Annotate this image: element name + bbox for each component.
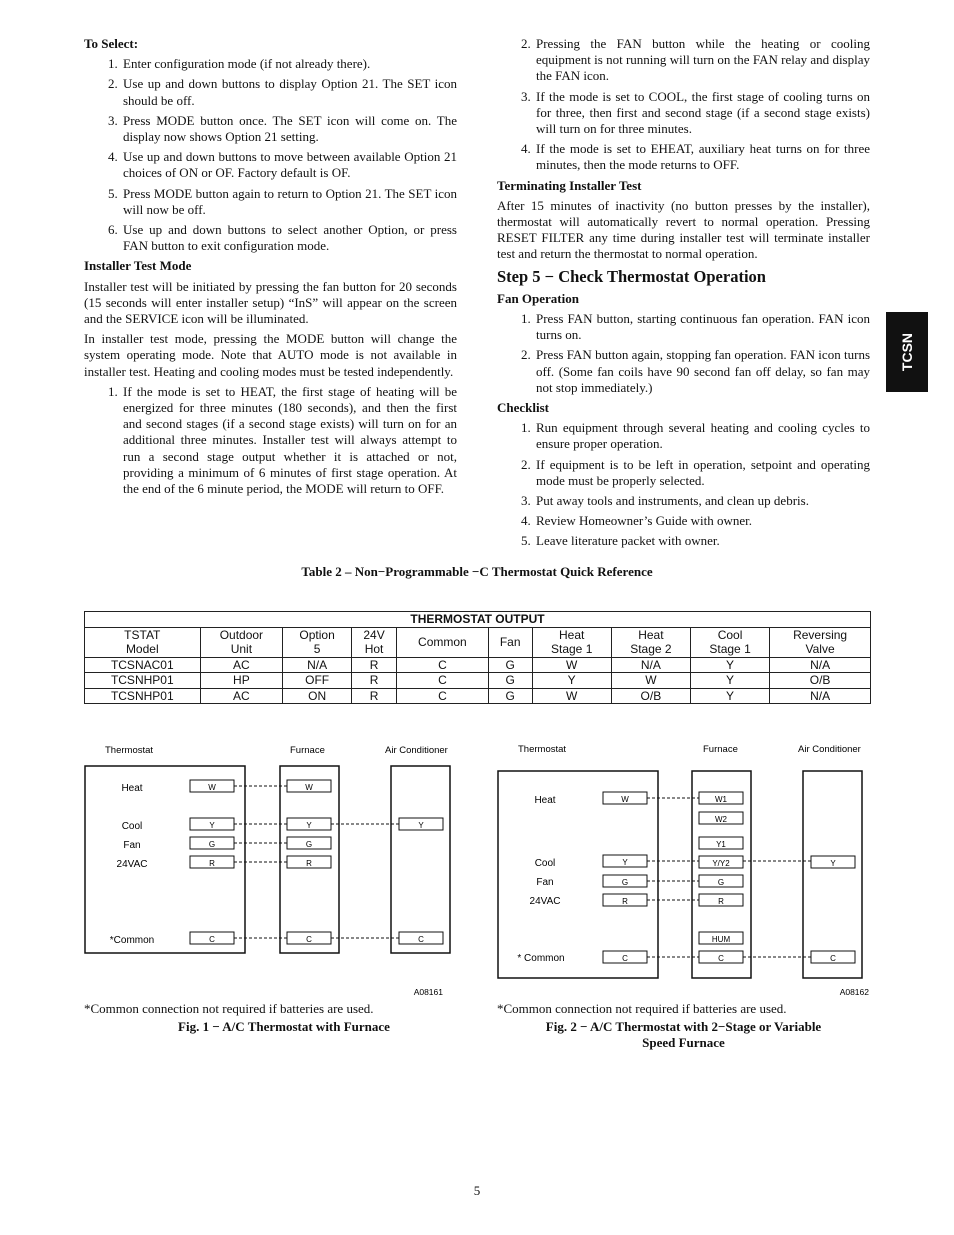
fig1-tstat-terminal-label: G — [208, 840, 216, 849]
side-tab-label: TCSN — [899, 332, 915, 372]
list-item: 3. If the mode is set to COOL, the first stage of cooling turns on for three, then first and second stage (if a second stage exists) will turn on for three minutes. — [521, 88, 870, 137]
fan-list — [497, 311, 870, 396]
list-item: 1. If the mode is set to HEAT, the first stage of heating will be energized for three minutes (180 seconds), and then the first and second stages (if a second stage exists) will turn on for an additional three minutes. Installer test will always attempt to run a second stage output whether it is attached or not, providing a minimum of 6 minutes of first stage operation. At the end of the 6 minute period, the MODE will return to OFF. — [108, 383, 457, 497]
fig2-label-heat: Heat — [534, 795, 556, 806]
list-item: 3. Put away tools and instruments, and clean up debris. — [521, 493, 809, 509]
list-item: 2. If equipment is to be left in operation, setpoint and operating mode must be properly selected. — [521, 456, 870, 488]
table-cell: G — [488, 657, 532, 673]
checklist-heading: Checklist — [497, 400, 549, 416]
table-cell: C — [397, 657, 489, 673]
installer-list — [84, 384, 457, 497]
table-cell: W — [611, 673, 690, 689]
table-column-header: Outdoor Unit — [200, 627, 283, 657]
fig2-caption-line2: Speed Furnace — [642, 1035, 725, 1050]
table-cell: O/B — [611, 688, 690, 704]
fig2-label-24vac: 24VAC — [529, 896, 561, 907]
fig2-tstat-terminal-label: G — [621, 878, 629, 887]
table-row — [85, 688, 871, 704]
table-cell: Y — [690, 673, 769, 689]
table-cell: O/B — [770, 673, 871, 689]
list-item: 4. If the mode is set to EHEAT, auxiliary heat turns on for three minutes, then the mode returns to OFF. — [521, 141, 870, 173]
fig2-wiring-diagram — [497, 738, 877, 1000]
table-cell: R — [352, 657, 397, 673]
fig1-tstat-terminal-label: R — [209, 859, 215, 868]
checklist-list — [497, 420, 870, 549]
step5-heading: Step 5 − Check Thermostat Operation — [497, 266, 766, 286]
table-column-header: Reversing Valve — [770, 627, 871, 657]
fig1-furnace-terminal-label: C — [306, 935, 312, 944]
fig1-furnace-terminal-label: R — [306, 859, 312, 868]
table-row — [85, 657, 871, 673]
list-item: 5. Press MODE button again to return to Option 21. The SET icon will now be off. — [108, 185, 457, 217]
fig2-furnace-terminal-label: R — [718, 897, 724, 906]
table-cell: Y — [690, 657, 769, 673]
side-tab — [886, 312, 928, 392]
to-select-heading: To Select: — [84, 36, 139, 51]
list-item: 6. Use up and down buttons to select another Option, or press FAN button to exit configuration mode. — [108, 222, 457, 254]
left-column — [84, 36, 457, 501]
table-header-row — [85, 627, 871, 657]
page-number: 5 — [473, 1183, 481, 1198]
list-item: 4. Review Homeowner’s Guide with owner. — [521, 513, 753, 529]
list-item: 1. Press FAN button, starting continuous fan operation. FAN icon turns on. — [521, 311, 870, 343]
list-item: 1. Run equipment through several heating and cooling cycles to ensure proper operation. — [521, 420, 870, 452]
fig1-label-common: *Common — [109, 935, 155, 946]
fig2-thermostat-label: Thermostat — [518, 744, 567, 755]
table-cell: C — [397, 688, 489, 704]
fig2-ac-terminal-label: C — [830, 954, 836, 963]
fig2-ac-label: Air Conditioner — [798, 744, 861, 755]
fig2-tstat-terminal-label: Y — [622, 858, 628, 867]
fig2-label-fan: Fan — [536, 877, 554, 888]
fig1-label-heat: Heat — [121, 783, 143, 794]
list-item: 4. Use up and down buttons to move between available Option 21 choices of ON or OF. Factory default is OF. — [108, 149, 457, 181]
table-cell: G — [488, 688, 532, 704]
fig1-label-fan: Fan — [123, 840, 141, 851]
table-column-header: Common — [397, 627, 489, 657]
table-column-header: Option 5 — [283, 627, 352, 657]
table-cell: W — [532, 657, 611, 673]
fig1-furnace-label: Furnace — [290, 745, 325, 756]
fig2-furnace-terminal-label: HUM — [711, 935, 731, 944]
table-cell: TCSNAC01 — [85, 657, 201, 673]
table-column-header: TSTAT Model — [85, 627, 201, 657]
fig2-furnace-terminal-label: G — [717, 878, 725, 887]
table-cell: W — [532, 688, 611, 704]
fig1-tstat-terminal-label: C — [209, 935, 215, 944]
installer-list-continued — [497, 36, 870, 174]
table-cell: N/A — [770, 688, 871, 704]
fig1-furnace-terminal-label: G — [305, 840, 313, 849]
fig2-furnace-terminal-label: C — [718, 954, 724, 963]
fig2-furnace-terminal-label: Y1 — [716, 840, 726, 849]
fig1-tstat-terminal-label: Y — [209, 821, 215, 830]
table-cell: AC — [200, 657, 283, 673]
fig2-caption-line1: Fig. 2 − A/C Thermostat with 2−Stage or Variable — [545, 1019, 822, 1034]
table-row — [85, 673, 871, 689]
table-column-header: Heat Stage 1 — [532, 627, 611, 657]
terminating-heading: Terminating Installer Test — [497, 177, 642, 193]
fig1-caption: Fig. 1 − A/C Thermostat with Furnace — [178, 1019, 390, 1034]
list-item: 3. Press MODE button once. The SET icon will come on. The display now shows Option 21 setting. — [108, 112, 457, 145]
table-cell: AC — [200, 688, 283, 704]
fig1-label-cool: Cool — [121, 821, 143, 832]
fig2-furnace-terminal-label: W1 — [715, 795, 727, 804]
fig1-label-24vac: 24VAC — [116, 859, 148, 870]
fig2-caption — [497, 1019, 870, 1051]
table-cell: Y — [532, 673, 611, 689]
fig2-tstat-terminal-label: C — [622, 954, 628, 963]
table-cell: G — [488, 673, 532, 689]
table-cell: TCSNHP01 — [85, 673, 201, 689]
table-column-header: 24V Hot — [352, 627, 397, 657]
fig2-ac-terminal-label: Y — [830, 859, 836, 868]
fig1-furnace-terminal-label: Y — [306, 821, 312, 830]
table-cell: N/A — [611, 657, 690, 673]
table-cell: OFF — [283, 673, 352, 689]
fig2-furnace-terminal-label: W2 — [715, 815, 727, 824]
table-group-header: THERMOSTAT OUTPUT — [85, 612, 871, 628]
fig2-tstat-terminal-label: R — [622, 897, 628, 906]
table-cell: R — [352, 673, 397, 689]
list-item: 1. Enter configuration mode (if not already there). — [108, 56, 371, 72]
fig1-code: A08161 — [413, 987, 443, 997]
fig1-ac-terminal-label: C — [418, 935, 424, 944]
fig1-ac-label: Air Conditioner — [385, 745, 448, 756]
table-cell: N/A — [283, 657, 352, 673]
fig1-furnace-terminal-label: W — [305, 783, 313, 792]
table-cell: ON — [283, 688, 352, 704]
list-item: 2. Pressing the FAN button while the heating or cooling equipment is not running will turn on the FAN relay and display the FAN icon. — [521, 36, 870, 84]
table-column-header: Heat Stage 2 — [611, 627, 690, 657]
fig2-furnace-label: Furnace — [703, 744, 738, 755]
fig2-label-common: * Common — [517, 953, 565, 964]
fig2-code: A08162 — [839, 987, 869, 997]
table-cell: Y — [690, 688, 769, 704]
fig2-ac-box — [803, 771, 862, 978]
to-select-list — [84, 56, 457, 254]
list-item: 2. Press FAN button again, stopping fan operation. FAN icon turns off. (Some fan coils have 90 second fan off delay, so fan may not stop immediately.) — [521, 347, 870, 395]
fig1-wiring-diagram — [84, 738, 464, 1000]
fig2-tstat-terminal-label: W — [621, 795, 629, 804]
table-column-header: Fan — [488, 627, 532, 657]
right-column — [497, 36, 870, 554]
fig2-note: *Common connection not required if batteries are used. — [497, 1001, 787, 1016]
table-cell: HP — [200, 673, 283, 689]
installer-paragraph-1: Installer test will be initiated by pressing the fan button for 20 seconds (15 seconds will enter installer setup) “InS” will appear on the screen and the SERVICE icon will be illuminated. — [84, 278, 457, 327]
terminating-paragraph: After 15 minutes of inactivity (no button presses by the installer), thermostat will automatically revert to normal operation. Pressing RESET FILTER any time during installer test will terminate installer test and return the thermostat to normal operation. — [497, 197, 870, 262]
table-column-header: Cool Stage 1 — [690, 627, 769, 657]
table-caption: Table 2 – Non−Programmable −C Thermostat Quick Reference — [301, 564, 653, 579]
table-cell: N/A — [770, 657, 871, 673]
fig1-note: *Common connection not required if batteries are used. — [84, 1001, 374, 1016]
table-cell: C — [397, 673, 489, 689]
list-item: 5. Leave literature packet with owner. — [521, 533, 720, 549]
fig1-ac-box — [391, 766, 450, 953]
fig2-label-cool: Cool — [534, 858, 556, 869]
list-item: 2. Use up and down buttons to display Option 21. The SET icon should be off. — [108, 76, 457, 108]
quick-reference-table — [84, 611, 871, 704]
table-cell: R — [352, 688, 397, 704]
table-cell: TCSNHP01 — [85, 688, 201, 704]
installer-paragraph-2: In installer test mode, pressing the MODE button will change the system operating mode. Note that AUTO mode is not available in installer test. Heating and cooling modes must be tested independently. — [84, 331, 457, 379]
fan-operation-heading: Fan Operation — [497, 290, 579, 306]
fig1-ac-terminal-label: Y — [418, 821, 424, 830]
fig2-furnace-terminal-label: Y/Y2 — [712, 859, 730, 868]
installer-test-heading: Installer Test Mode — [84, 258, 192, 274]
fig1-thermostat-label: Thermostat — [105, 745, 154, 756]
fig1-tstat-terminal-label: W — [208, 783, 216, 792]
